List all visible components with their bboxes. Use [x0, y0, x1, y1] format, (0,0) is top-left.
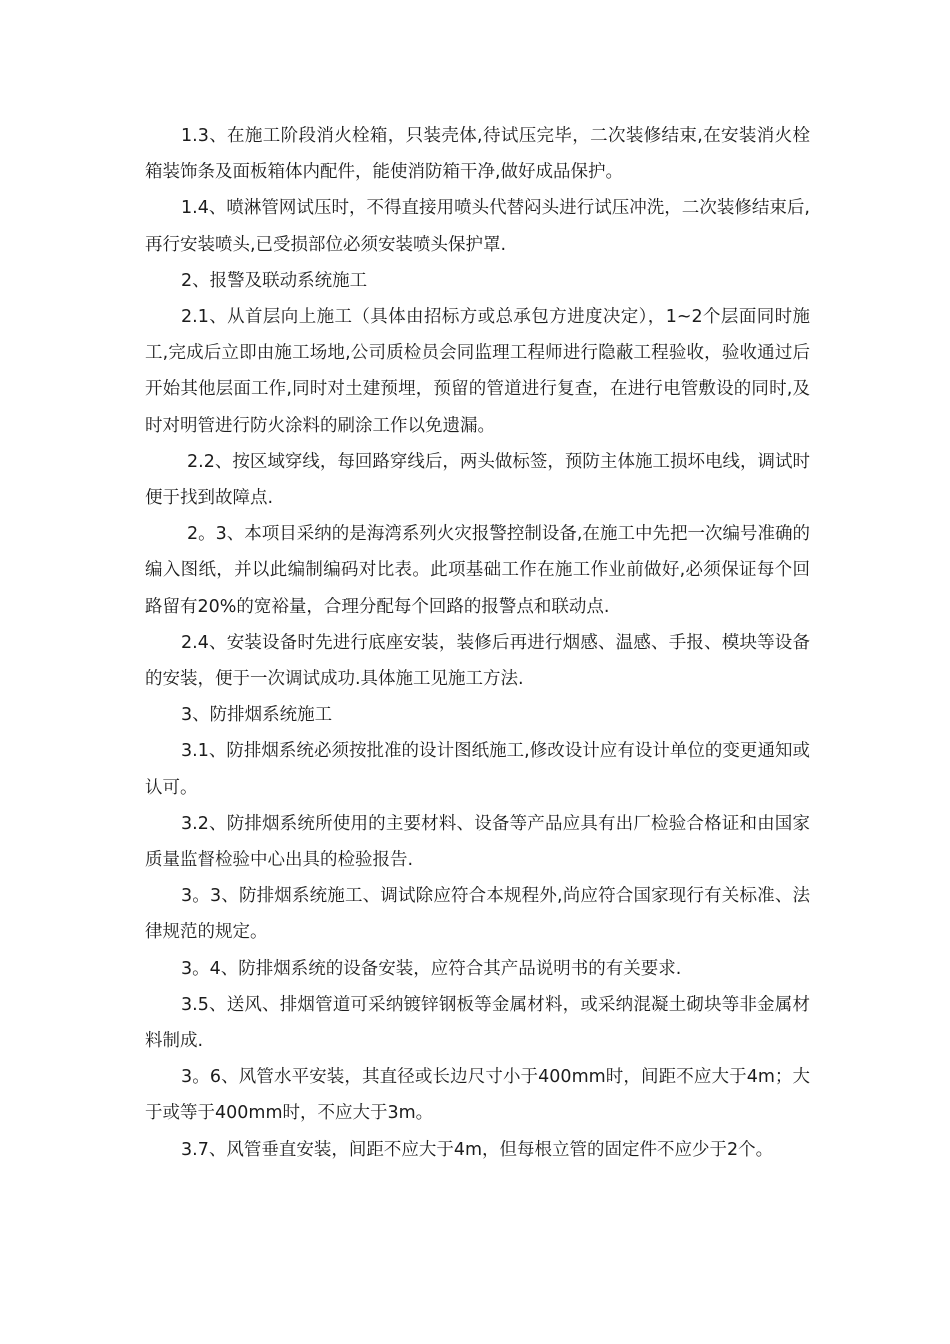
section-heading-2: 2、报警及联动系统施工	[181, 270, 368, 291]
paragraph-3-1: 3.1、防排烟系统必须按批准的设计图纸施工,修改设计应有设计单位的变更通知或认可。	[145, 741, 810, 798]
paragraph-2-1: 2.1、从首层向上施工（具体由招标方或总承包方进度决定），1~2个层面同时施工,完成后立即由施工场地,公司质检员会同监理工程师进行隐蔽工程验收，验收通过后开始其他层面工作,同时对土建预埋，预留的管道进行复查，在进行电管敷设的同时,及时对明管进行防火涂料的刷涂工作以免遗漏。	[145, 307, 810, 436]
paragraph-3-2: 3.2、防排烟系统所使用的主要材料、设备等产品应具有出厂检验合格证和由国家质量监督检验中心出具的检验报告.	[145, 813, 810, 871]
paragraph-3-5: 3.5、送风、排烟管道可采纳镀锌钢板等金属材料，或采纳混凝土砌块等非金属材料制成.	[145, 994, 810, 1052]
paragraph-3-6: 3。6、风管水平安装，其直径或长边尺寸小于400mm时，间距不应大于4m；大于或等于400mm时，不应大于3m。	[145, 1067, 810, 1124]
section-heading-3: 3、防排烟系统施工	[181, 705, 333, 726]
paragraph-3-7: 3.7、风管垂直安装，间距不应大于4m，但每根立管的固定件不应少于2个。	[181, 1139, 774, 1160]
paragraph-3-4: 3。4、防排烟系统的设备安装，应符合其产品说明书的有关要求.	[181, 958, 682, 979]
paragraph-3-3: 3。3、防排烟系统施工、调试除应符合本规程外,尚应符合国家现行有关标准、法律规范的规定。	[145, 886, 810, 943]
document-body	[145, 118, 810, 1168]
paragraph-1-4: 1.4、喷淋管网试压时，不得直接用喷头代替闷头进行试压冲洗，二次装修结束后,再行安装喷头,已受损部位必须安装喷头保护罩.	[145, 198, 810, 255]
paragraph-1-3: 1.3、在施工阶段消火栓箱，只装壳体,待试压完毕，二次装修结束,在安装消火栓箱装饰条及面板箱体内配件，能使消防箱干净,做好成品保护。	[145, 126, 810, 183]
paragraph-2-3: 2。3、本项目采纳的是海湾系列火灾报警控制设备,在施工中先把一次编号准确的编入图纸，并以此编制编码对比表。此项基础工作在施工作业前做好,必须保证每个回路留有20%的宽裕量，合理分配每个回路的报警点和联动点.	[145, 524, 810, 617]
paragraph-2-2: 2.2、按区域穿线，每回路穿线后，两头做标签，预防主体施工损坏电线，调试时便于找到故障点.	[145, 451, 810, 509]
paragraph-2-4: 2.4、安装设备时先进行底座安装，装修后再进行烟感、温感、手报、模块等设备的安装，便于一次调试成功.具体施工见施工方法.	[145, 632, 810, 690]
